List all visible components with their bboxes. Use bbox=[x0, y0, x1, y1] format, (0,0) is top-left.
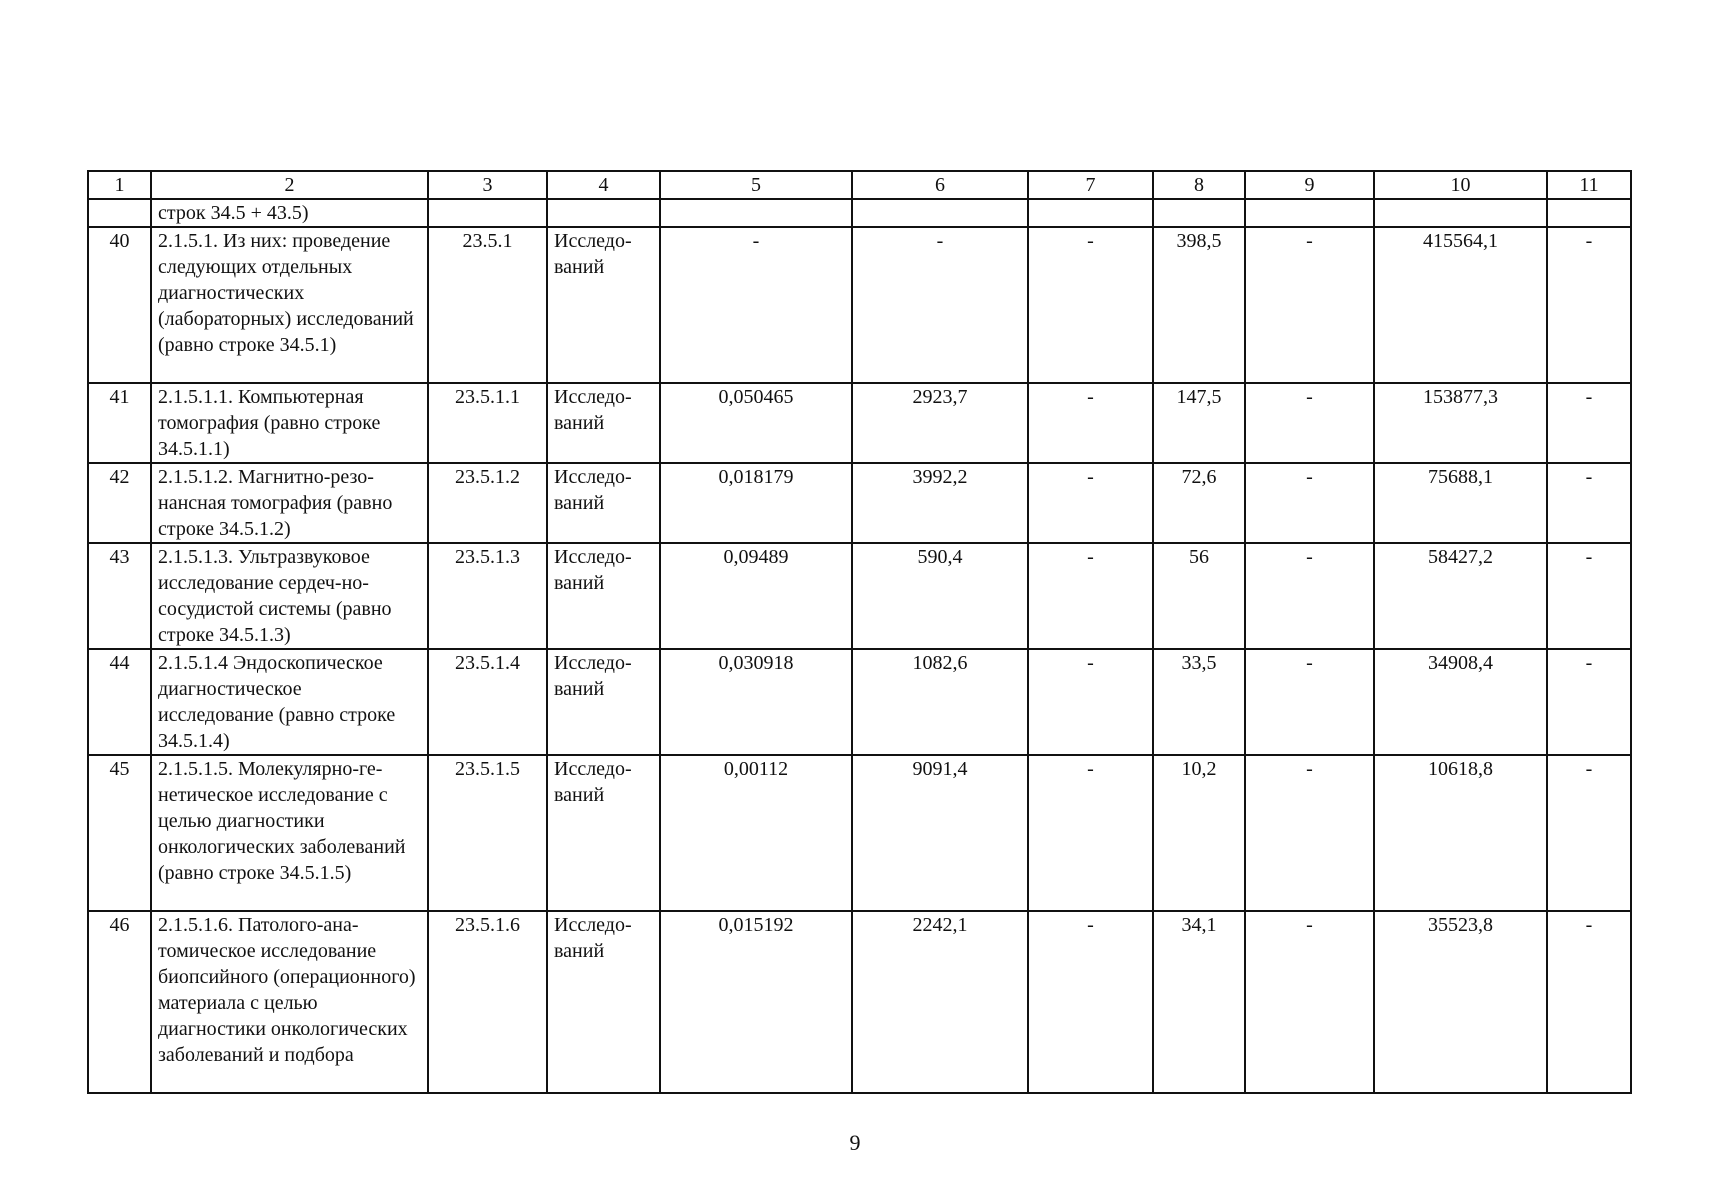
indicator-name-cell: 2.1.5.1.6. Патолого-ана-томическое исследование биопсийного (операционного) материала с целью диагностики онкологических заболеваний и подбора bbox=[151, 911, 428, 1093]
value-cell-5: 0,00112 bbox=[660, 755, 852, 911]
value-cell-10: 75688,1 bbox=[1374, 463, 1547, 543]
unit-cell: Исследо-ваний bbox=[547, 911, 660, 1093]
unit-cell: Исследо-ваний bbox=[547, 383, 660, 463]
value-cell-8: 10,2 bbox=[1153, 755, 1245, 911]
value-cell-6: 590,4 bbox=[852, 543, 1028, 649]
table-cell: строк 34.5 + 43.5) bbox=[151, 199, 428, 227]
row-number-cell: 45 bbox=[88, 755, 151, 911]
value-cell-8: 398,5 bbox=[1153, 227, 1245, 383]
value-cell-11: - bbox=[1547, 543, 1631, 649]
header-cell: 6 bbox=[852, 171, 1028, 199]
value-cell-11: - bbox=[1547, 911, 1631, 1093]
row-number-cell: 42 bbox=[88, 463, 151, 543]
row-number-cell: 44 bbox=[88, 649, 151, 755]
table-body bbox=[88, 227, 1631, 1093]
value-cell-5: 0,018179 bbox=[660, 463, 852, 543]
value-cell-10: 415564,1 bbox=[1374, 227, 1547, 383]
value-cell-6: 9091,4 bbox=[852, 755, 1028, 911]
value-cell-5: 0,015192 bbox=[660, 911, 852, 1093]
table-row bbox=[88, 649, 1631, 755]
value-cell-5: 0,030918 bbox=[660, 649, 852, 755]
value-cell-11: - bbox=[1547, 463, 1631, 543]
code-cell: 23.5.1.2 bbox=[428, 463, 547, 543]
unit-cell: Исследо-ваний bbox=[547, 227, 660, 383]
continuation-row bbox=[88, 199, 1631, 227]
value-cell-7: - bbox=[1028, 649, 1153, 755]
unit-cell: Исследо-ваний bbox=[547, 463, 660, 543]
code-cell: 23.5.1.1 bbox=[428, 383, 547, 463]
value-cell-7: - bbox=[1028, 911, 1153, 1093]
row-number-cell: 43 bbox=[88, 543, 151, 649]
header-cell: 2 bbox=[151, 171, 428, 199]
header-cell: 10 bbox=[1374, 171, 1547, 199]
value-cell-8: 34,1 bbox=[1153, 911, 1245, 1093]
code-cell: 23.5.1 bbox=[428, 227, 547, 383]
value-cell-9: - bbox=[1245, 755, 1374, 911]
row-number-cell: 46 bbox=[88, 911, 151, 1093]
value-cell-11: - bbox=[1547, 383, 1631, 463]
table-cell bbox=[660, 199, 852, 227]
table-row bbox=[88, 543, 1631, 649]
table-row bbox=[88, 463, 1631, 543]
value-cell-8: 147,5 bbox=[1153, 383, 1245, 463]
header-cell: 5 bbox=[660, 171, 852, 199]
code-cell: 23.5.1.6 bbox=[428, 911, 547, 1093]
unit-cell: Исследо-ваний bbox=[547, 543, 660, 649]
header-cell: 11 bbox=[1547, 171, 1631, 199]
value-cell-5: 0,09489 bbox=[660, 543, 852, 649]
value-cell-6: 2923,7 bbox=[852, 383, 1028, 463]
table-cell bbox=[1245, 199, 1374, 227]
value-cell-7: - bbox=[1028, 383, 1153, 463]
value-cell-8: 56 bbox=[1153, 543, 1245, 649]
unit-cell: Исследо-ваний bbox=[547, 649, 660, 755]
value-cell-8: 33,5 bbox=[1153, 649, 1245, 755]
value-cell-9: - bbox=[1245, 649, 1374, 755]
value-cell-9: - bbox=[1245, 463, 1374, 543]
table-cell bbox=[428, 199, 547, 227]
table-cell bbox=[1028, 199, 1153, 227]
value-cell-6: 1082,6 bbox=[852, 649, 1028, 755]
value-cell-5: 0,050465 bbox=[660, 383, 852, 463]
value-cell-9: - bbox=[1245, 911, 1374, 1093]
indicator-name-cell: 2.1.5.1. Из них: проведение следующих отдельных диагностических (лабораторных) исследований (равно строке 34.5.1) bbox=[151, 227, 428, 383]
value-cell-7: - bbox=[1028, 755, 1153, 911]
header-row bbox=[88, 171, 1631, 199]
value-cell-5: - bbox=[660, 227, 852, 383]
table-row bbox=[88, 755, 1631, 911]
value-cell-9: - bbox=[1245, 383, 1374, 463]
row-number-cell: 41 bbox=[88, 383, 151, 463]
table-row bbox=[88, 227, 1631, 383]
code-cell: 23.5.1.3 bbox=[428, 543, 547, 649]
header-cell: 1 bbox=[88, 171, 151, 199]
value-cell-10: 35523,8 bbox=[1374, 911, 1547, 1093]
value-cell-8: 72,6 bbox=[1153, 463, 1245, 543]
value-cell-9: - bbox=[1245, 227, 1374, 383]
table-cell bbox=[1547, 199, 1631, 227]
unit-cell: Исследо-ваний bbox=[547, 755, 660, 911]
header-cell: 8 bbox=[1153, 171, 1245, 199]
value-cell-7: - bbox=[1028, 227, 1153, 383]
value-cell-11: - bbox=[1547, 227, 1631, 383]
value-cell-11: - bbox=[1547, 755, 1631, 911]
table-cell bbox=[547, 199, 660, 227]
header-cell: 3 bbox=[428, 171, 547, 199]
data-table bbox=[87, 170, 1632, 1094]
page-number: 9 bbox=[849, 1130, 861, 1155]
header-cell: 9 bbox=[1245, 171, 1374, 199]
table-cell bbox=[1153, 199, 1245, 227]
indicator-name-cell: 2.1.5.1.4 Эндоскопическое диагностическое исследование (равно строке 34.5.1.4) bbox=[151, 649, 428, 755]
value-cell-6: 3992,2 bbox=[852, 463, 1028, 543]
value-cell-6: - bbox=[852, 227, 1028, 383]
indicator-name-cell: 2.1.5.1.5. Молекулярно-ге-нетическое исследование с целью диагностики онкологических заболеваний (равно строке 34.5.1.5) bbox=[151, 755, 428, 911]
code-cell: 23.5.1.5 bbox=[428, 755, 547, 911]
value-cell-7: - bbox=[1028, 463, 1153, 543]
value-cell-11: - bbox=[1547, 649, 1631, 755]
table-cell bbox=[852, 199, 1028, 227]
value-cell-9: - bbox=[1245, 543, 1374, 649]
value-cell-7: - bbox=[1028, 543, 1153, 649]
code-cell: 23.5.1.4 bbox=[428, 649, 547, 755]
value-cell-6: 2242,1 bbox=[852, 911, 1028, 1093]
row-number-cell: 40 bbox=[88, 227, 151, 383]
table-cell bbox=[88, 199, 151, 227]
table-row bbox=[88, 911, 1631, 1093]
value-cell-10: 34908,4 bbox=[1374, 649, 1547, 755]
indicator-name-cell: 2.1.5.1.3. Ультразвуковое исследование сердеч-но-сосудистой системы (равно строке 34.5.1.3) bbox=[151, 543, 428, 649]
value-cell-10: 10618,8 bbox=[1374, 755, 1547, 911]
value-cell-10: 153877,3 bbox=[1374, 383, 1547, 463]
header-cell: 4 bbox=[547, 171, 660, 199]
value-cell-10: 58427,2 bbox=[1374, 543, 1547, 649]
table-row bbox=[88, 383, 1631, 463]
indicator-name-cell: 2.1.5.1.1. Компьютерная томография (равно строке 34.5.1.1) bbox=[151, 383, 428, 463]
header-cell: 7 bbox=[1028, 171, 1153, 199]
table-cell bbox=[1374, 199, 1547, 227]
indicator-name-cell: 2.1.5.1.2. Магнитно-резо-нансная томография (равно строке 34.5.1.2) bbox=[151, 463, 428, 543]
